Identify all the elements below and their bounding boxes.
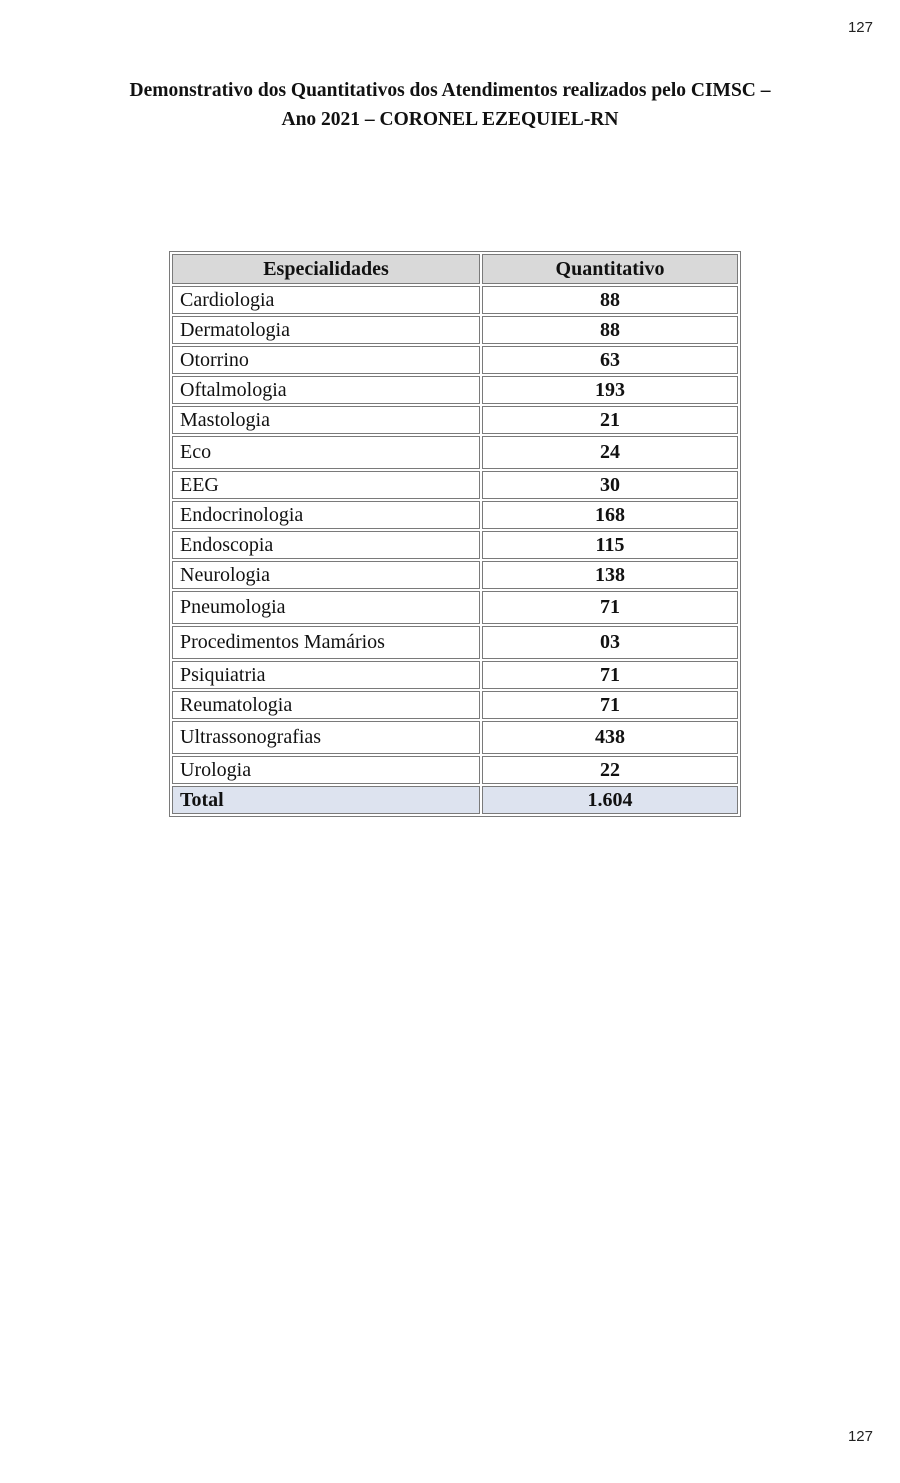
document-title: [60, 76, 840, 134]
table-row: [172, 531, 738, 559]
row-quantity: 115: [482, 531, 738, 559]
table-header-row: [172, 254, 738, 284]
attendance-table: [169, 251, 741, 817]
row-quantity: 30: [482, 471, 738, 499]
row-specialty: Pneumologia: [172, 591, 480, 624]
table-row: [172, 376, 738, 404]
row-quantity: 71: [482, 691, 738, 719]
row-specialty: Otorrino: [172, 346, 480, 374]
total-label: Total: [172, 786, 480, 814]
row-quantity: 438: [482, 721, 738, 754]
table-row: [172, 316, 738, 344]
row-quantity: 63: [482, 346, 738, 374]
row-specialty: Oftalmologia: [172, 376, 480, 404]
row-specialty: Reumatologia: [172, 691, 480, 719]
row-specialty: Procedimentos Mamários: [172, 626, 480, 659]
table-row: [172, 406, 738, 434]
table-row: [172, 346, 738, 374]
table-row: [172, 471, 738, 499]
total-value: 1.604: [482, 786, 738, 814]
row-quantity: 22: [482, 756, 738, 784]
row-specialty: Mastologia: [172, 406, 480, 434]
table-row: [172, 561, 738, 589]
table-row: [172, 691, 738, 719]
row-specialty: Psiquiatria: [172, 661, 480, 689]
table-row: [172, 591, 738, 624]
row-quantity: 193: [482, 376, 738, 404]
row-quantity: 03: [482, 626, 738, 659]
title-line-2: Ano 2021 – CORONEL EZEQUIEL-RN: [281, 109, 619, 130]
row-specialty: Neurologia: [172, 561, 480, 589]
row-specialty: Cardiologia: [172, 286, 480, 314]
row-specialty: Eco: [172, 436, 480, 469]
row-quantity: 71: [482, 661, 738, 689]
row-quantity: 138: [482, 561, 738, 589]
row-quantity: 88: [482, 286, 738, 314]
table-row: [172, 721, 738, 754]
table-row: [172, 756, 738, 784]
page-number-bottom: 127: [847, 1428, 873, 1445]
table-row: [172, 286, 738, 314]
row-quantity: 71: [482, 591, 738, 624]
row-quantity: 21: [482, 406, 738, 434]
table-row: [172, 501, 738, 529]
row-quantity: 24: [482, 436, 738, 469]
table-row: [172, 626, 738, 659]
attendance-table-container: [169, 251, 741, 817]
title-line-1: Demonstrativo dos Quantitativos dos Atendimentos realizados pelo CIMSC –: [129, 80, 771, 101]
row-specialty: Ultrassonografias: [172, 721, 480, 754]
row-quantity: 88: [482, 316, 738, 344]
header-especialidades: Especialidades: [172, 254, 480, 284]
row-specialty: Dermatologia: [172, 316, 480, 344]
row-specialty: Endocrinologia: [172, 501, 480, 529]
table-row: [172, 661, 738, 689]
header-quantitativo: Quantitativo: [482, 254, 738, 284]
table-row: [172, 436, 738, 469]
row-specialty: EEG: [172, 471, 480, 499]
row-specialty: Endoscopia: [172, 531, 480, 559]
row-quantity: 168: [482, 501, 738, 529]
page-number-top: 127: [847, 19, 873, 36]
total-row: [172, 786, 738, 814]
row-specialty: Urologia: [172, 756, 480, 784]
